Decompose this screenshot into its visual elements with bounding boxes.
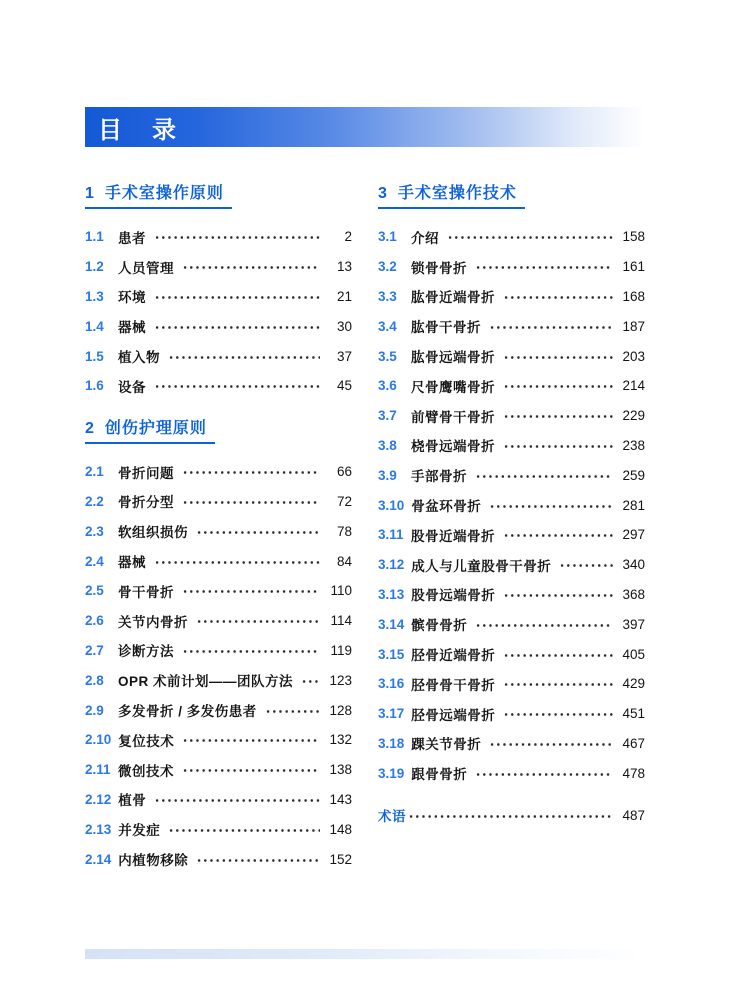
toc-entry bbox=[378, 460, 645, 490]
entry-label: 锁骨骨折 bbox=[411, 260, 467, 276]
entry-page-number: 161 bbox=[622, 259, 645, 275]
entry-label: 踝关节骨折 bbox=[411, 737, 482, 753]
toc-entry bbox=[378, 311, 645, 341]
dot-leader bbox=[154, 558, 320, 567]
entry-number: 3.11 bbox=[378, 527, 404, 543]
entry-label: 软组织损伤 bbox=[118, 525, 188, 541]
dot-leader bbox=[301, 677, 320, 686]
entry-number: 2.14 bbox=[85, 851, 112, 867]
dot-leader bbox=[182, 766, 320, 775]
entry-page-number: 110 bbox=[330, 583, 352, 599]
dot-leader bbox=[503, 710, 613, 719]
dot-leader bbox=[168, 353, 320, 362]
entry-label: 患者 bbox=[118, 230, 146, 246]
entry-page-number: 66 bbox=[336, 464, 352, 480]
entry-label: 微创技术 bbox=[118, 763, 174, 779]
section-heading bbox=[85, 180, 232, 209]
entry-page-number: 340 bbox=[622, 557, 645, 573]
toc-entry bbox=[378, 282, 645, 312]
dot-leader bbox=[154, 796, 320, 805]
entry-page-number: 21 bbox=[336, 288, 352, 304]
toc-entry bbox=[378, 520, 645, 550]
entry-page-number: 123 bbox=[329, 672, 352, 688]
entry-number: 2.11 bbox=[85, 762, 111, 778]
entry-number: 1.6 bbox=[85, 378, 104, 394]
entry-number: 2.1 bbox=[85, 464, 104, 480]
toc-entry bbox=[85, 371, 352, 401]
toc-section bbox=[85, 415, 352, 874]
toc-entry bbox=[378, 639, 645, 669]
entry-label: 跟骨骨折 bbox=[411, 767, 468, 783]
entry-label: 肱骨近端骨折 bbox=[411, 290, 495, 306]
entry-number: 2.10 bbox=[85, 732, 112, 748]
toc-section bbox=[378, 180, 645, 788]
toc-entry bbox=[85, 725, 352, 755]
toc-entry bbox=[378, 580, 645, 610]
dot-leader bbox=[154, 382, 320, 391]
toc-entry bbox=[378, 222, 645, 252]
bottom-gradient-strip bbox=[85, 949, 645, 959]
dot-leader bbox=[182, 587, 320, 596]
entry-page-number: 467 bbox=[622, 735, 645, 751]
entry-label: 成人与儿童股骨干骨折 bbox=[411, 558, 552, 574]
entry-number: 3.15 bbox=[378, 646, 405, 662]
section-number: 2 bbox=[85, 419, 95, 437]
entry-page-number: 128 bbox=[329, 702, 352, 718]
section-entries bbox=[378, 222, 645, 788]
toc-section bbox=[85, 180, 352, 401]
entry-number: 3.5 bbox=[378, 348, 397, 364]
entry-number: 3.8 bbox=[378, 437, 397, 453]
entry-page-number: 148 bbox=[329, 821, 352, 837]
entry-number: 1.2 bbox=[85, 259, 104, 275]
entry-label: 并发症 bbox=[118, 823, 161, 839]
entry-page-number: 429 bbox=[622, 676, 645, 692]
entry-number: 3.2 bbox=[378, 259, 397, 275]
toc-entry bbox=[378, 729, 645, 759]
entry-number: 3.16 bbox=[378, 676, 405, 692]
dot-leader bbox=[475, 263, 613, 272]
toc-column-right bbox=[378, 180, 645, 874]
entry-number: 3.9 bbox=[378, 467, 397, 483]
entry-number: 3.6 bbox=[378, 378, 397, 394]
entry-number: 2.9 bbox=[85, 702, 104, 718]
dot-leader bbox=[168, 826, 320, 835]
toc-column-left bbox=[85, 180, 352, 874]
entry-page-number: 168 bbox=[622, 288, 645, 304]
toc-header-banner bbox=[85, 107, 645, 147]
dot-leader bbox=[196, 617, 320, 626]
dot-leader bbox=[154, 233, 320, 242]
entry-page-number: 84 bbox=[336, 553, 352, 569]
entry-label: 器械 bbox=[118, 320, 146, 336]
section-entries bbox=[85, 457, 352, 874]
toc-entry bbox=[378, 341, 645, 371]
toc-entry bbox=[85, 814, 352, 844]
entry-label: OPR 术前计划——团队方法 bbox=[118, 674, 294, 690]
entry-page-number: 203 bbox=[622, 348, 645, 364]
toc-entry bbox=[85, 546, 352, 576]
dot-leader bbox=[182, 736, 320, 745]
entry-label: 骨折问题 bbox=[118, 465, 174, 481]
entry-label: 尺骨鹰嘴骨折 bbox=[411, 379, 495, 395]
entry-page-number: 78 bbox=[336, 523, 352, 539]
dot-leader bbox=[489, 740, 613, 749]
toc-entry bbox=[85, 606, 352, 636]
toc-entry bbox=[378, 252, 645, 282]
entry-page-number: 259 bbox=[622, 467, 645, 483]
entry-page-number: 72 bbox=[336, 493, 352, 509]
section-number: 3 bbox=[378, 185, 388, 202]
glossary-entry bbox=[378, 800, 645, 830]
entry-label: 股骨近端骨折 bbox=[411, 528, 495, 544]
entry-label: 复位技术 bbox=[118, 733, 175, 749]
dot-leader bbox=[475, 472, 613, 481]
dot-leader bbox=[503, 382, 613, 391]
toc-entry bbox=[85, 755, 352, 785]
entry-number: 2.8 bbox=[85, 672, 104, 688]
dot-leader bbox=[489, 323, 613, 332]
entry-label: 多发骨折 / 多发伤患者 bbox=[118, 704, 257, 720]
section-entries bbox=[85, 222, 352, 401]
toc-entry bbox=[85, 844, 352, 874]
toc-entry bbox=[85, 457, 352, 487]
entry-label: 关节内骨折 bbox=[118, 614, 188, 630]
entry-number: 2.4 bbox=[85, 553, 104, 569]
entry-label: 肱骨干骨折 bbox=[411, 320, 481, 336]
dot-leader bbox=[503, 531, 613, 540]
entry-number: 2.7 bbox=[85, 642, 104, 658]
dot-leader bbox=[503, 651, 613, 660]
section-heading bbox=[85, 415, 215, 444]
dot-leader bbox=[196, 528, 320, 537]
entry-label: 骨盆环骨折 bbox=[411, 499, 482, 515]
entry-number: 3.3 bbox=[378, 288, 397, 304]
entry-label: 前臂骨干骨折 bbox=[411, 409, 495, 425]
entry-page-number: 114 bbox=[330, 613, 352, 629]
entry-label: 桡骨远端骨折 bbox=[411, 439, 495, 455]
entry-number: 3.18 bbox=[378, 735, 405, 751]
toc-entry bbox=[85, 695, 352, 725]
entry-page-number: 37 bbox=[336, 348, 352, 364]
section-heading bbox=[378, 180, 525, 209]
toc-entry bbox=[378, 758, 645, 788]
entry-number: 3.4 bbox=[378, 318, 397, 334]
toc-columns bbox=[85, 180, 645, 874]
entry-label: 内植物移除 bbox=[118, 853, 189, 869]
entry-page-number: 187 bbox=[622, 318, 645, 334]
toc-entry bbox=[378, 371, 645, 401]
entry-page-number: 297 bbox=[622, 527, 645, 543]
entry-page-number: 138 bbox=[329, 762, 352, 778]
toc-entry bbox=[85, 282, 352, 312]
toc-entry bbox=[378, 699, 645, 729]
entry-page-number: 158 bbox=[622, 229, 645, 245]
entry-number: 2.12 bbox=[85, 791, 112, 807]
dot-leader bbox=[503, 442, 613, 451]
dot-leader bbox=[196, 856, 320, 865]
dot-leader bbox=[503, 353, 613, 362]
toc-entry bbox=[85, 636, 352, 666]
toc-entry bbox=[85, 487, 352, 517]
toc-entry bbox=[85, 252, 352, 282]
entry-number: 2.2 bbox=[85, 493, 104, 509]
entry-page-number: 487 bbox=[622, 807, 645, 823]
dot-leader bbox=[447, 233, 613, 242]
dot-leader bbox=[182, 263, 320, 272]
dot-leader bbox=[154, 293, 320, 302]
entry-number: 1.4 bbox=[85, 318, 104, 334]
entry-number: 2.3 bbox=[85, 523, 104, 539]
entry-number: 3.17 bbox=[378, 706, 405, 722]
dot-leader bbox=[182, 647, 320, 656]
toc-entry bbox=[378, 609, 645, 639]
entry-label: 胫骨近端骨折 bbox=[411, 648, 496, 664]
section-title: 手术室操作技术 bbox=[397, 185, 517, 202]
entry-label: 设备 bbox=[118, 379, 146, 395]
entry-page-number: 119 bbox=[330, 642, 352, 658]
entry-number: 3.10 bbox=[378, 497, 405, 513]
toc-entry bbox=[85, 516, 352, 546]
entry-number: 3.13 bbox=[378, 586, 405, 602]
entry-label: 人员管理 bbox=[118, 260, 174, 276]
entry-page-number: 405 bbox=[622, 646, 645, 662]
entry-label: 手部骨折 bbox=[411, 469, 467, 485]
toc-entry bbox=[85, 341, 352, 371]
toc-entry bbox=[85, 576, 352, 606]
page-title: 目 录 bbox=[98, 116, 179, 144]
entry-label: 介绍 bbox=[411, 230, 439, 246]
dot-leader bbox=[559, 561, 613, 570]
entry-number: 2.5 bbox=[85, 583, 104, 599]
entry-label: 植骨 bbox=[118, 793, 147, 809]
dot-leader bbox=[265, 707, 320, 716]
entry-label: 股骨远端骨折 bbox=[411, 588, 496, 604]
entry-number: 2.6 bbox=[85, 613, 104, 629]
entry-number: 3.14 bbox=[378, 616, 405, 632]
entry-label: 器械 bbox=[118, 555, 146, 571]
toc-entry bbox=[85, 785, 352, 815]
dot-leader bbox=[182, 468, 320, 477]
toc-entry bbox=[378, 401, 645, 431]
dot-leader bbox=[503, 591, 613, 600]
dot-leader bbox=[489, 502, 613, 511]
section-title: 手术室操作原则 bbox=[104, 185, 224, 202]
toc-entry bbox=[378, 490, 645, 520]
entry-page-number: 214 bbox=[622, 378, 645, 394]
dot-leader bbox=[503, 412, 613, 421]
section-number: 1 bbox=[85, 185, 95, 202]
entry-number: 2.13 bbox=[85, 821, 112, 837]
entry-label: 胫骨远端骨折 bbox=[411, 707, 496, 723]
entry-number: 1.5 bbox=[85, 348, 104, 364]
entry-page-number: 397 bbox=[622, 616, 645, 632]
entry-label: 髌骨骨折 bbox=[411, 618, 468, 634]
toc-entry bbox=[85, 311, 352, 341]
entry-number: 1.3 bbox=[85, 288, 104, 304]
entry-page-number: 13 bbox=[336, 259, 352, 275]
entry-page-number: 229 bbox=[622, 408, 645, 424]
toc-entry bbox=[85, 222, 352, 252]
entry-number: 3.12 bbox=[378, 557, 405, 573]
entry-number: 1.1 bbox=[85, 229, 104, 245]
dot-leader bbox=[475, 770, 613, 779]
entry-page-number: 451 bbox=[622, 706, 645, 722]
dot-leader bbox=[182, 498, 320, 507]
dot-leader bbox=[475, 621, 613, 630]
entry-page-number: 2 bbox=[344, 229, 352, 245]
entry-number: 3.1 bbox=[378, 229, 397, 245]
entry-page-number: 30 bbox=[336, 318, 352, 334]
toc-entry bbox=[85, 665, 352, 695]
entry-number: 3.19 bbox=[378, 765, 405, 781]
entry-label: 环境 bbox=[118, 290, 146, 306]
entry-label: 诊断方法 bbox=[118, 644, 174, 660]
entry-page-number: 368 bbox=[622, 586, 645, 602]
toc-entry bbox=[378, 550, 645, 580]
entry-label: 肱骨远端骨折 bbox=[411, 350, 495, 366]
entry-label: 胫骨骨干骨折 bbox=[411, 677, 496, 693]
entry-label: 术语 bbox=[378, 809, 406, 825]
section-title: 创伤护理原则 bbox=[104, 419, 207, 437]
entry-number: 3.7 bbox=[378, 408, 397, 424]
dot-leader bbox=[154, 323, 320, 332]
dot-leader bbox=[503, 293, 613, 302]
entry-page-number: 45 bbox=[336, 378, 352, 394]
entry-page-number: 238 bbox=[622, 437, 645, 453]
dot-leader bbox=[503, 680, 613, 689]
toc-entry bbox=[378, 431, 645, 461]
entry-page-number: 143 bbox=[329, 791, 352, 807]
entry-label: 骨干骨折 bbox=[118, 584, 174, 600]
entry-label: 植入物 bbox=[118, 350, 160, 366]
entry-page-number: 132 bbox=[329, 732, 352, 748]
entry-page-number: 152 bbox=[329, 851, 352, 867]
entry-page-number: 478 bbox=[622, 765, 645, 781]
toc-entry bbox=[378, 669, 645, 699]
entry-page-number: 281 bbox=[622, 497, 645, 513]
entry-label: 骨折分型 bbox=[118, 495, 174, 511]
dot-leader bbox=[408, 812, 613, 821]
